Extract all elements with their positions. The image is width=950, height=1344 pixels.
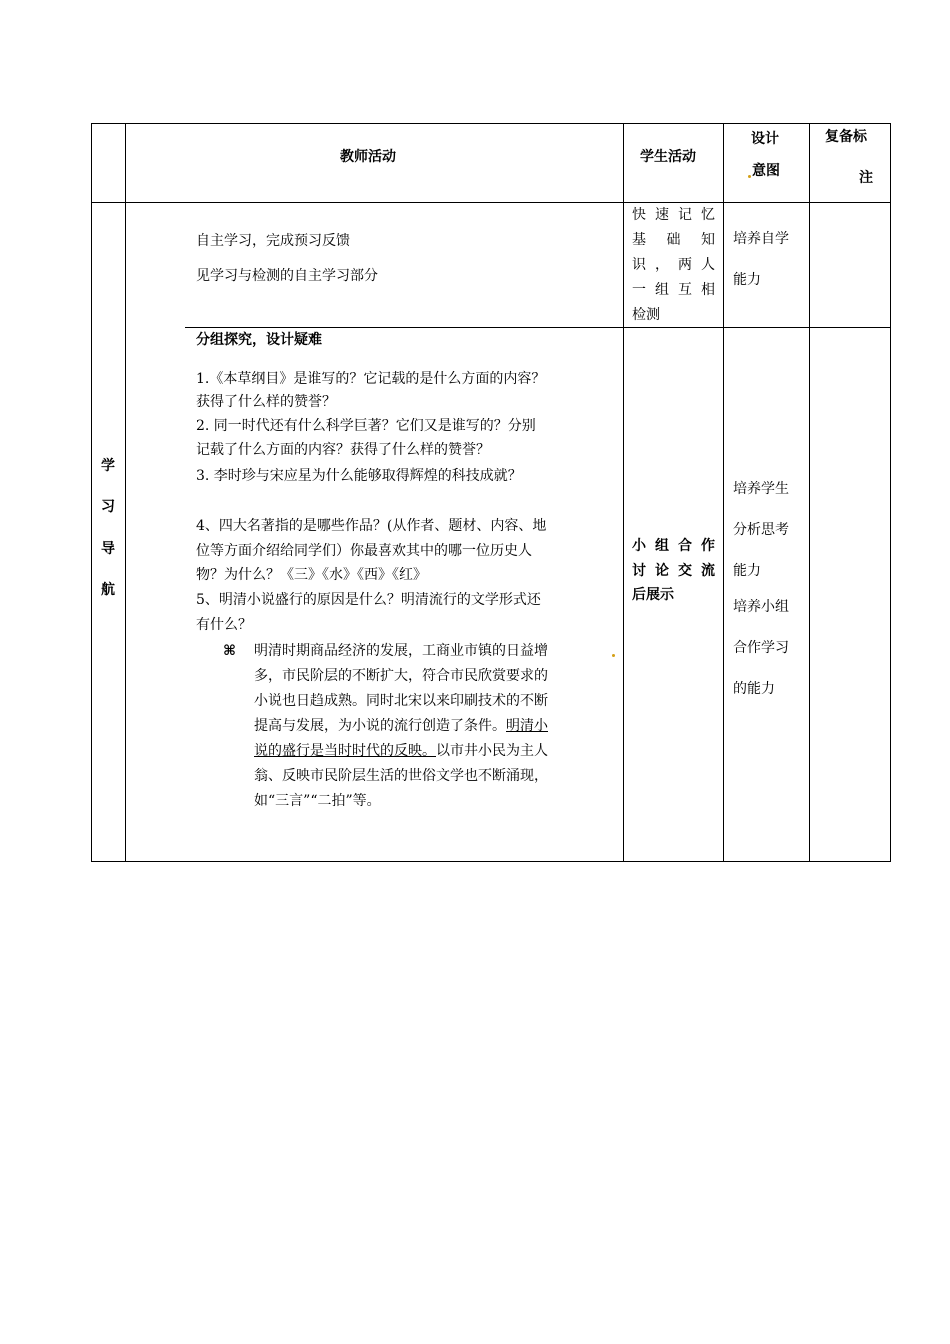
header-teacher-activity: 教师活动	[340, 149, 396, 165]
row2-student-line2: 讨 论 交 流	[632, 563, 715, 579]
question-1-line1: 1.《本草纲目》是谁写的？它记载的是什么方面的内容？	[196, 371, 546, 387]
answer-line3: 小说也日趋成熟。同时北宋以来印刷技术的不断	[254, 693, 548, 709]
answer-line2: 多，市民阶层的不断扩大，符合市民欣赏要求的	[254, 668, 548, 684]
label-column-divider	[125, 123, 126, 862]
marker-dot	[612, 654, 615, 657]
section-label-char-4: 航	[101, 582, 115, 598]
header-design-intent-line1: 设计	[751, 131, 779, 147]
question-5-line1: 5、明清小说盛行的原因是什么？明清流行的文学形式还	[196, 592, 541, 608]
section-label-char-2: 习	[101, 499, 115, 515]
row1-student-line4: 一 组 互 相	[632, 282, 715, 298]
answer-line4: 提高与发展，为小说的流行创造了条件。明清小	[254, 718, 548, 734]
question-4-line3: 物？为什么？《三》《水》《西》《红》	[196, 567, 427, 583]
row1-student-line1: 快 速 记 忆	[632, 207, 715, 223]
question-4-line1: 4、四大名著指的是哪些作品？(从作者、题材、内容、地	[196, 518, 547, 534]
answer-line6: 翁、反映市民阶层生活的世俗文学也不断涌现，	[254, 768, 548, 784]
question-3-line1: 3. 李时珍与宋应星为什么能够取得辉煌的科技成就？	[196, 468, 522, 484]
row2-design-line3: 能力	[733, 563, 761, 579]
row2-design-line4: 培养小组	[733, 599, 789, 615]
row1-divider	[185, 327, 891, 328]
underlined-text: 说的盛行是当时时代的反映。	[254, 743, 436, 759]
header-student-activity: 学生活动	[640, 149, 696, 165]
section-label-char-1: 学	[101, 458, 115, 474]
row2-student-line3: 后展示	[632, 587, 674, 603]
section-label-char-3: 导	[101, 541, 115, 557]
row2-design-line2: 分析思考	[733, 522, 789, 538]
row1-teacher-line2: 见学习与检测的自主学习部分	[196, 268, 378, 284]
table-border-right	[890, 123, 891, 862]
question-1-line2: 获得了什么样的赞誉？	[196, 394, 336, 410]
question-2-line1: 2. 同一时代还有什么科学巨著？它们又是谁写的？分别	[196, 418, 536, 434]
row1-teacher-line1: 自主学习，完成预习反馈	[196, 233, 350, 249]
row2-student-line1: 小 组 合 作	[632, 538, 715, 554]
header-review-note-line1: 复备标	[825, 129, 867, 145]
answer-line1: 明清时期商品经济的发展，工商业市镇的日益增	[254, 643, 548, 659]
row2-design-line6: 的能力	[733, 681, 775, 697]
underlined-text: 明清小	[506, 718, 548, 734]
table-border-left	[91, 123, 92, 862]
answer-line7: 如“三言”“二拍”等。	[254, 793, 381, 809]
header-review-note-line2: 注	[859, 170, 873, 186]
row1-student-line2: 基 础 知	[632, 232, 715, 248]
row2-design-line1: 培养学生	[733, 481, 789, 497]
table-border-top	[91, 123, 891, 124]
teacher-column-divider	[623, 123, 624, 862]
answer-line5: 说的盛行是当时时代的反映。以市井小民为主人	[254, 743, 548, 759]
header-design-intent-line2: 意图	[752, 163, 780, 179]
question-4-line2: 位等方面介绍给同学们）你最喜欢其中的哪一位历史人	[196, 543, 532, 559]
row1-student-line5: 检测	[632, 307, 660, 323]
row2-design-line5: 合作学习	[733, 640, 789, 656]
question-2-line2: 记载了什么方面的内容？获得了什么样的赞誉？	[196, 442, 490, 458]
student-column-divider	[723, 123, 724, 862]
header-row-divider	[91, 202, 891, 203]
row2-heading: 分组探究，设计疑难	[196, 332, 322, 348]
marker-dot	[748, 175, 751, 178]
table-border-bottom	[91, 861, 891, 862]
design-column-divider	[809, 123, 810, 862]
bullet-icon: ⌘	[223, 643, 236, 659]
row1-design-line2: 能力	[733, 272, 761, 288]
row1-design-line1: 培养自学	[733, 231, 789, 247]
question-5-line2: 有什么？	[196, 617, 252, 633]
row1-student-line3: 识 ， 两 人	[632, 257, 715, 273]
